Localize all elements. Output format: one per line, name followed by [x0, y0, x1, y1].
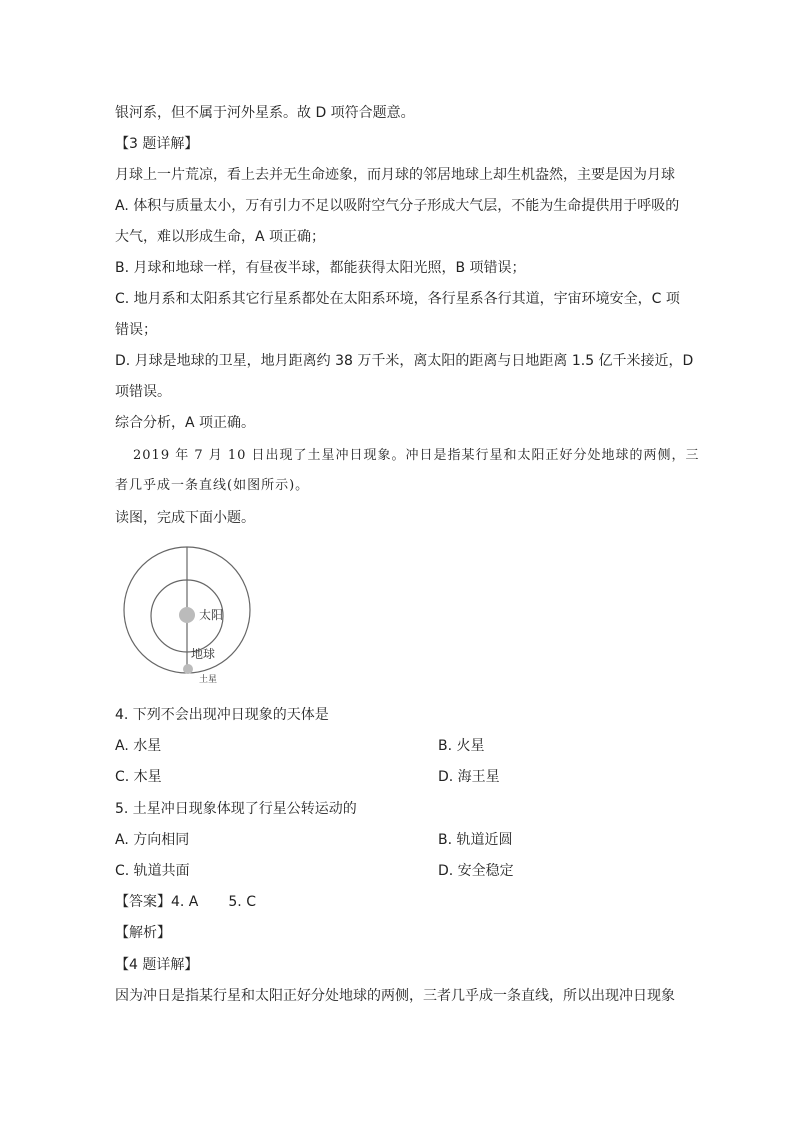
- text-line-1: 银河系，但不属于河外星系。故 D 项符合题意。: [115, 105, 415, 121]
- q4-option-a: A. 水星: [115, 738, 162, 754]
- analysis-heading: 【解析】: [115, 925, 171, 941]
- text-line-5: 大气，难以形成生命，A 项正确；: [115, 229, 326, 245]
- text-last-line: 因为冲日是指某行星和太阳正好分处地球的两侧，三者几乎成一条直线，所以出现冲日现象: [115, 988, 675, 1004]
- q5-option-b: B. 轨道近圆: [438, 832, 513, 848]
- q4-stem: 4. 下列不会出现冲日现象的天体是: [115, 707, 329, 723]
- q4-option-c: C. 木星: [115, 769, 162, 785]
- q4-detail-heading: 【4 题详解】: [115, 957, 199, 973]
- q5-option-d: D. 安全稳定: [438, 863, 514, 879]
- earth-label: 地球: [191, 647, 216, 661]
- text-line-10: 项错误。: [115, 384, 171, 400]
- answer-label: 【答案】: [115, 894, 171, 910]
- q4-option-b: B. 火星: [438, 738, 485, 754]
- answer-4: 4. A: [171, 894, 199, 910]
- answer-5: 5. C: [228, 894, 256, 910]
- answer-line: [115, 892, 686, 912]
- text-line-3: 月球上一片荒凉，看上去并无生命迹象，而月球的邻居地球上却生机盎然，主要是因为月球: [115, 167, 675, 183]
- intro-line-1: 2019 年 7 月 10 日出现了土星冲日现象。冲日是指某行星和太阳正好分处地球的两侧，三: [133, 448, 700, 463]
- instruction-text: 读图，完成下面小题。: [115, 510, 255, 526]
- q4-option-d: D. 海王星: [438, 769, 500, 785]
- sun-dot: [179, 607, 195, 623]
- text-line-11: 综合分析，A 项正确。: [115, 415, 256, 431]
- saturn-label: 土星: [199, 675, 218, 685]
- q5-option-a: A. 方向相同: [115, 832, 190, 848]
- sun-label: 太阳: [199, 608, 224, 622]
- saturn-dot: [183, 664, 193, 674]
- section-heading-q3-detail: 【3 题详解】: [115, 136, 199, 152]
- text-line-6: B. 月球和地球一样，有昼夜半球，都能获得太阳光照，B 项错误；: [115, 260, 526, 276]
- q5-option-c: C. 轨道共面: [115, 863, 190, 879]
- text-line-9: D. 月球是地球的卫星，地月距离约 38 万千米，离太阳的距离与日地距离 1.5 亿千米接近，D: [115, 353, 694, 369]
- q5-stem: 5. 土星冲日现象体现了行星公转运动的: [115, 801, 357, 817]
- text-line-4: A. 体积与质量太小，万有引力不足以吸附空气分子形成大气层，不能为生命提供用于呼吸的: [115, 198, 680, 214]
- solar-diagram: [115, 542, 275, 687]
- text-line-7: C. 地月系和太阳系其它行星系都处在太阳系环境，各行星系各行其道，宇宙环境安全，C 项: [115, 291, 680, 307]
- intro-line-2: 者几乎成一条直线(如图所示)。: [115, 478, 310, 493]
- text-line-8: 错误；: [115, 322, 157, 338]
